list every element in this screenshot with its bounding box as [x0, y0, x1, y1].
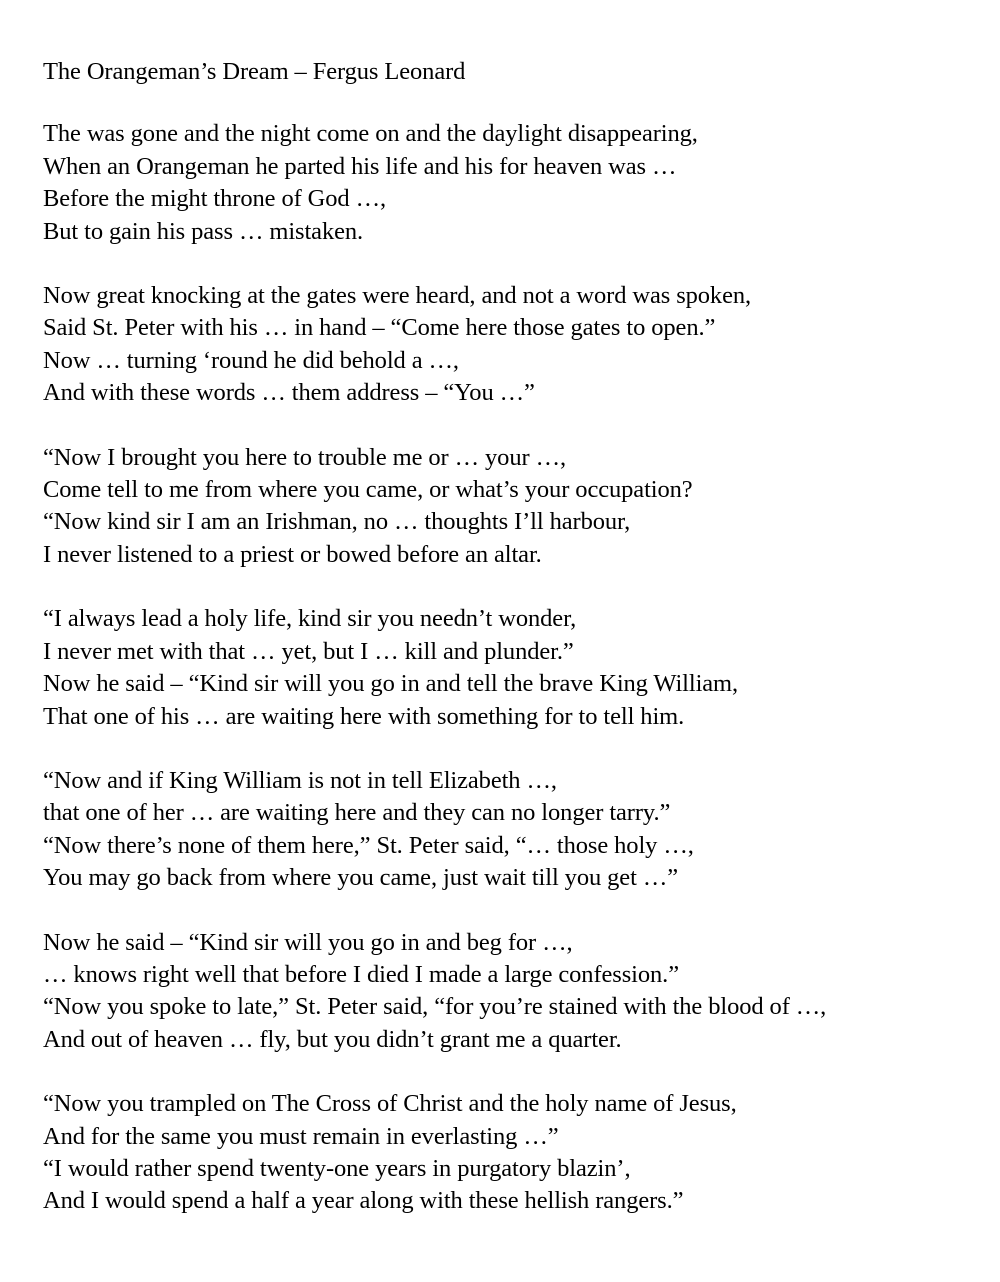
verse-line: Now he said – “Kind sir will you go in and tell the brave King William, — [43, 670, 739, 698]
verse-line: “Now there’s none of them here,” St. Peter said, “… those holy …, — [43, 831, 694, 859]
stanza-6 — [43, 927, 983, 1057]
stanza-2 — [43, 280, 983, 410]
document-page — [43, 56, 983, 1250]
stanza-1 — [43, 118, 983, 248]
verse-line: When an Orangeman he parted his life and his for heaven was … — [43, 152, 677, 180]
verse-line: “Now I brought you here to trouble me or … your …, — [43, 443, 566, 471]
verse-line: You may go back from where you came, just wait till you get …” — [43, 864, 678, 892]
verse-line: Said St. Peter with his … in hand – “Come here those gates to open.” — [43, 314, 716, 342]
verse-line: “Now you spoke to late,” St. Peter said, “for you’re stained with the blood of …, — [43, 993, 827, 1021]
verse-line: Before the might throne of God …, — [43, 185, 387, 213]
verse-line: … knows right well that before I died I made a large confession.” — [43, 960, 679, 988]
verse-line: I never met with that … yet, but I … kill and plunder.” — [43, 637, 574, 665]
verse-line: That one of his … are waiting here with something for to tell him. — [43, 702, 685, 730]
stanza-3 — [43, 442, 983, 572]
verse-line: And I would spend a half a year along with these hellish rangers.” — [43, 1187, 684, 1215]
verse-line: And with these words … them address – “You …” — [43, 379, 535, 407]
verse-line: But to gain his pass … mistaken. — [43, 217, 364, 245]
verse-line: “Now and if King William is not in tell Elizabeth …, — [43, 766, 557, 794]
verse-line: Now great knocking at the gates were heard, and not a word was spoken, — [43, 282, 752, 310]
verse-line: Now … turning ‘round he did behold a …, — [43, 346, 459, 374]
verse-line: Now he said – “Kind sir will you go in and beg for …, — [43, 928, 573, 956]
verse-line: The was gone and the night come on and the daylight disappearing, — [43, 120, 698, 148]
verse-line: “Now kind sir I am an Irishman, no … thoughts I’ll harbour, — [43, 508, 631, 536]
verse-line: that one of her … are waiting here and they can no longer tarry.” — [43, 799, 671, 827]
verse-line: “I would rather spend twenty-one years in purgatory blazin’, — [43, 1154, 631, 1182]
stanza-4 — [43, 603, 983, 733]
verse-line: And out of heaven … fly, but you didn’t grant me a quarter. — [43, 1025, 622, 1053]
stanza-7 — [43, 1088, 983, 1218]
verse-line: And for the same you must remain in everlasting …” — [43, 1122, 559, 1150]
stanza-5 — [43, 765, 983, 895]
verse-line: Come tell to me from where you came, or what’s your occupation? — [43, 476, 693, 504]
verse-line: “I always lead a holy life, kind sir you needn’t wonder, — [43, 605, 577, 633]
verse-line: “Now you trampled on The Cross of Christ and the holy name of Jesus, — [43, 1090, 737, 1118]
verse-line: I never listened to a priest or bowed before an altar. — [43, 540, 542, 568]
document-title: The Orangeman’s Dream – Fergus Leonard — [43, 58, 466, 85]
